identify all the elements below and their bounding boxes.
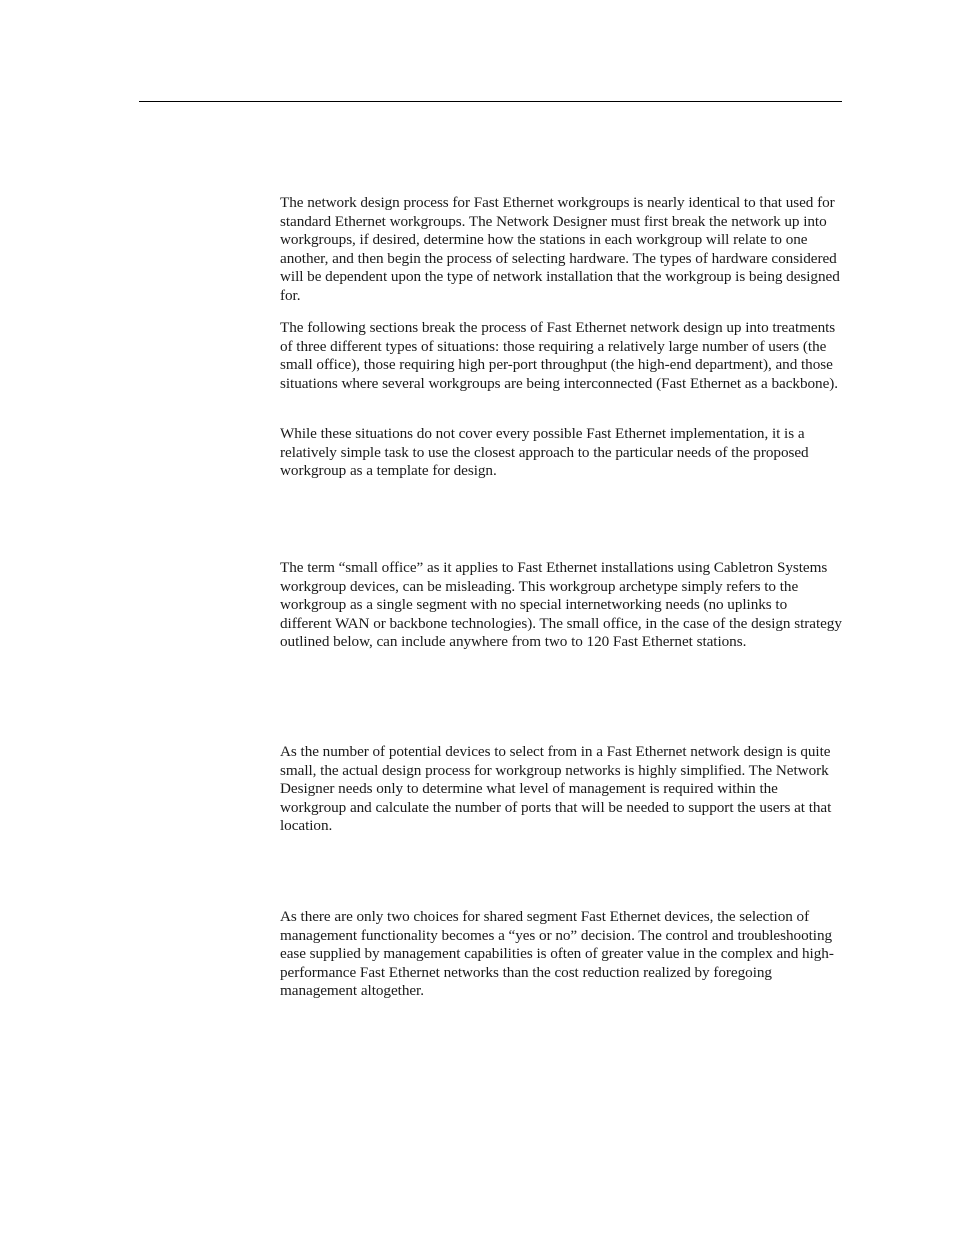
paragraph-design-process: The network design process for Fast Ethernet workgroups is nearly identical to that used for standard Ethernet workgroups. The Network Designer must first break the network up into workgroups, if desired, determine how the stations in each workgroup will relate to one another, and then begin the process of selecting hardware. The types of hardware considered will be dependent upon the type of network installation that the workgroup is being designed for.: [280, 194, 840, 304]
header-rule: [139, 101, 842, 102]
paragraph-situation-types: The following sections break the process of Fast Ethernet network design up into treatments of three different types of situations: those requiring a relatively large number of users (the small office), those requiring high per-port throughput (the high-end department), and those situations where several workgroups are being interconnected (Fast Ethernet as a backbone).: [280, 319, 839, 392]
paragraph-management-choice: As there are only two choices for shared segment Fast Ethernet devices, the selection of management functionality becomes a “yes or no” decision. The control and troubleshooting ease supplied by management capabilities is often of greater value in the complex and high-performance Fast Ethernet networks than the cost reduction realized by foregoing management altogether.: [280, 908, 834, 1000]
paragraph-small-office: The term “small office” as it applies to Fast Ethernet installations using Cabletron Systems workgroup devices, can be misleading. This workgroup archetype simply refers to the workgroup as a single segment with no special internetworking needs (no uplinks to different WAN or backbone technologies). The small office, in the case of the design strategy outlined below, can include anywhere from two to 120 Fast Ethernet stations.: [280, 559, 842, 651]
paragraph-template-approach: While these situations do not cover every possible Fast Ethernet implementation, it is a relatively simple task to use the closest approach to the particular needs of the proposed workgroup as a template for design.: [280, 425, 809, 480]
paragraph-design-simplified: As the number of potential devices to select from in a Fast Ethernet network design is quite small, the actual design process for workgroup networks is highly simplified. The Network Designer needs only to determine what level of management is required within the workgroup and calculate the number of ports that will be needed to support the users at that location.: [280, 743, 832, 835]
